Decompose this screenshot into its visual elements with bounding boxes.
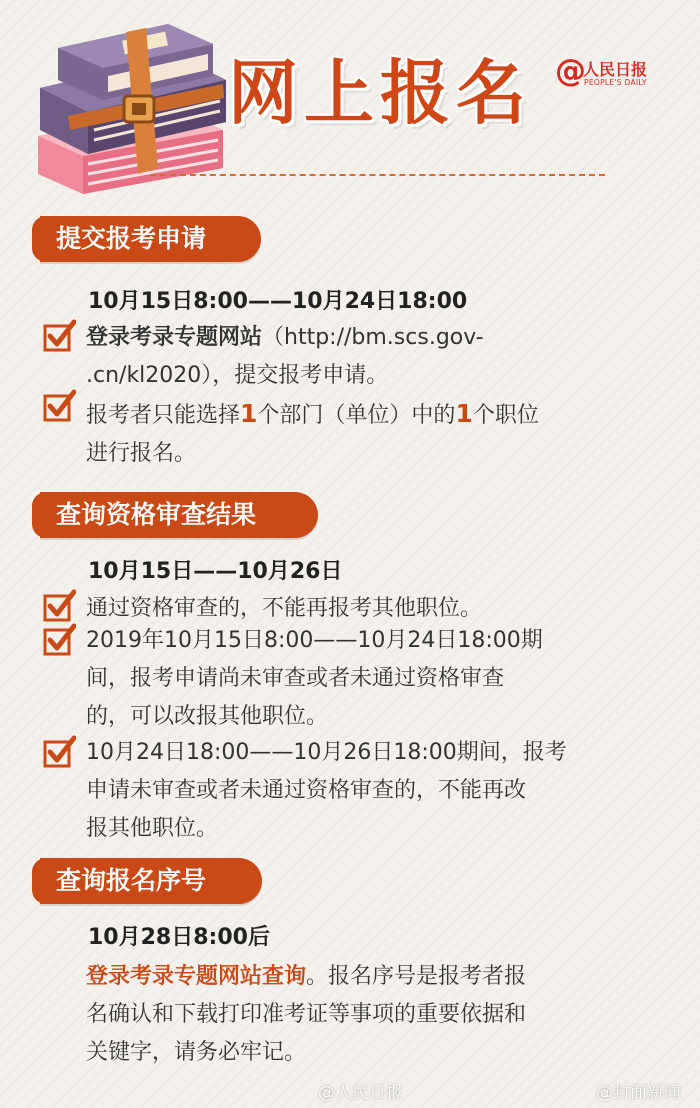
checkbox-check-icon [42,622,76,656]
watermark: @封面新闻 [596,1083,681,1103]
at-icon: @ [555,53,586,89]
checkbox-check-icon [42,318,76,352]
people-daily-logo: @ 人民日报 PEOPLE'S DAILY [555,53,648,89]
checkbox-check-icon [42,734,76,768]
list-item: 10月24日18:00——10月26日18:00期间，报考 申请未审查或者未通过资格审查的，不能再改 报其他职位。 [86,740,567,841]
page-title: 网上报名 [228,52,532,134]
books-icon [28,18,238,198]
list-item: 登录考录专题网站（http://bm.scs.gov- .cn/kl2020），提交报考申请。 [86,325,484,388]
serial-description: 登录考录专题网站查询。报名序号是报考者报 名确认和下载打印准考证等事项的重要依据和 关键字，请务必牢记。 [86,964,527,1065]
section-pill-serial: 查询报名序号 [40,858,262,904]
list-item: 通过资格审查的，不能再报考其他职位。 [86,596,483,621]
list-item: 2019年10月15日8:00——10月24日18:00期 间，报考申请尚未审查或者未通过资格审查 的，可以改报其他职位。 [86,628,543,729]
checkbox-check-icon [42,388,76,422]
section-time: 10月28日8:00后 [88,925,270,950]
section-time: 10月15日——10月26日 [88,559,343,584]
header-divider [150,174,605,176]
checkbox-check-icon [42,588,76,622]
watermark: @人民日报 [318,1083,403,1103]
list-item: 报考者只能选择1个部门（单位）中的1个职位 进行报名。 [86,399,539,466]
section-time: 10月15日8:00——10月24日18:00 [88,289,468,314]
section-pill-review: 查询资格审查结果 [40,492,318,538]
section-pill-submit: 提交报考申请 [40,216,261,262]
